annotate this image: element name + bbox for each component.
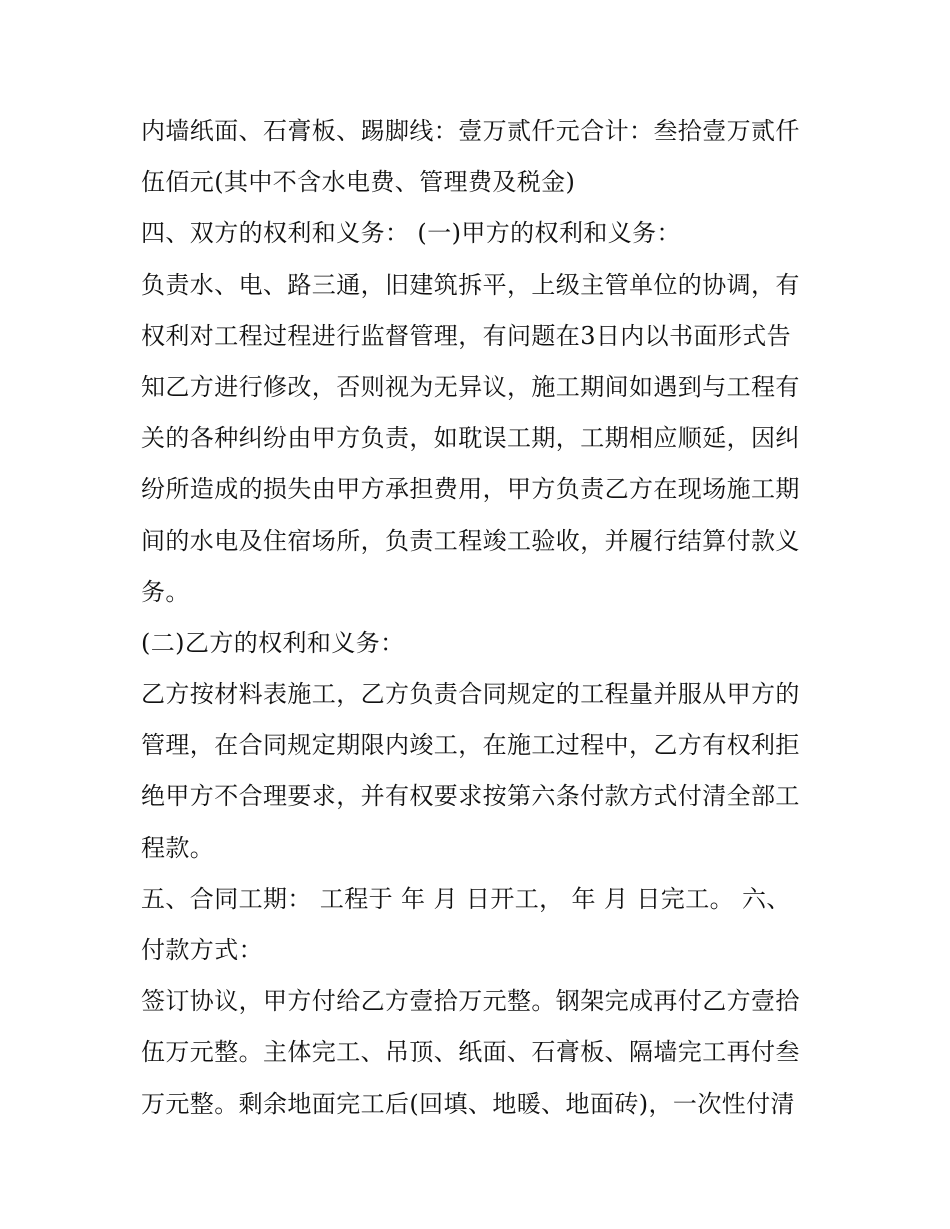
text-line: 乙方按材料表施工，乙方负责合同规定的工程量并服从甲方的 [141,680,800,709]
text-line: 间的水电及住宿场所，负责工程竣工验收，并履行结算付款义 [141,526,800,555]
text-line: 伍佰元(其中不含水电费、管理费及税金) [141,168,576,197]
text-line: 内墙纸面、石膏板、踢脚线：壹万贰仟元合计：叁拾壹万贰仟 [141,117,800,145]
text-line: 绝甲方不合理要求，并有权要求按第六条付款方式付清全部工 [141,782,800,811]
text-line: 伍万元整。主体完工、吊顶、纸面、石膏板、隔墙完工再付叁 [141,1038,800,1067]
text-line: 管理，在合同规定期限内竣工，在施工过程中，乙方有权利拒 [141,731,800,760]
text-line: 负责水、电、路三通，旧建筑拆平，上级主管单位的协调，有 [141,270,800,299]
subsection-heading: (二)乙方的权利和义务： [141,628,405,657]
document-body [141,106,821,1130]
section-heading: 五、合同工期： 工程于 年 月 日开工， 年 月 日完工。 六、 [141,884,791,913]
text-line: 知乙方进行修改，否则视为无异议，施工期间如遇到与工程有 [141,372,800,401]
text-line: 万元整。剩余地面完工后(回填、地暖、地面砖)，一次性付清 [141,1089,795,1118]
text-line: 付款方式： [141,936,263,964]
text-line: 签订协议，甲方付给乙方壹拾万元整。钢架完成再付乙方壹拾 [141,987,800,1016]
text-line: 关的各种纠纷由甲方负责，如耽误工期，工期相应顺延，因纠 [141,424,800,453]
text-line: 务。 [141,577,190,606]
text-line: 权利对工程过程进行监督管理，有问题在3日内以书面形式告 [141,321,792,350]
text-line: 程款。 [141,833,215,862]
text-line: 纷所造成的损失由甲方承担费用，甲方负责乙方在现场施工期 [141,475,800,504]
section-heading: 四、双方的权利和义务： (一)甲方的权利和义务： [141,219,681,248]
